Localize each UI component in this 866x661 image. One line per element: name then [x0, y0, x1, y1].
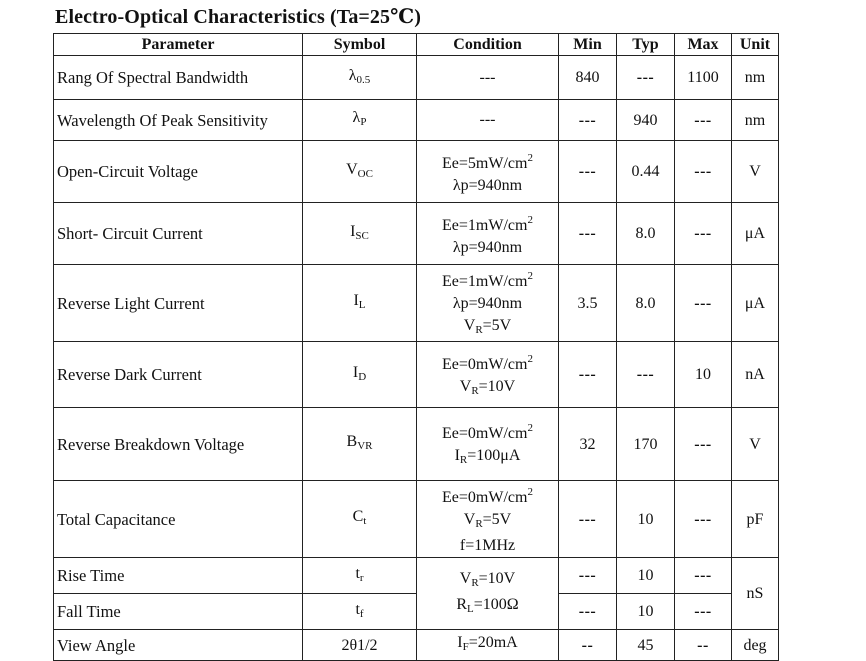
header-row	[54, 34, 779, 56]
min-cell: ---	[559, 203, 617, 265]
condition-line: $V_R=10V$	[459, 569, 516, 589]
min-cell: 840	[559, 56, 617, 100]
symbol-cell: $B_{VR}$	[303, 408, 417, 481]
condition-line: $Ee=5mW/cm^2$	[442, 151, 533, 172]
condition-line: $V_R=5V$	[463, 511, 512, 530]
typ-cell: 0.44	[617, 141, 675, 203]
condition-cell	[417, 481, 559, 558]
condition-cell	[417, 100, 559, 141]
max-cell: ---	[675, 594, 732, 630]
table-row	[54, 630, 779, 661]
min-cell: ---	[559, 141, 617, 203]
condition-cell	[417, 265, 559, 342]
table-row	[54, 408, 779, 481]
max-cell: ---	[675, 203, 732, 265]
symbol-cell: $C_t$	[303, 481, 417, 558]
typ-cell: 8.0	[617, 265, 675, 342]
min-cell: --	[559, 630, 617, 661]
symbol-cell: 2θ1/2	[303, 630, 417, 661]
min-cell: ---	[559, 594, 617, 630]
symbol-cell: $t_f$	[303, 594, 417, 630]
condition-line: $Ee=0mW/cm^2$	[442, 352, 533, 373]
parameter-cell: Rise Time	[54, 558, 303, 594]
condition-cell	[417, 408, 559, 481]
unit-cell: deg	[732, 630, 779, 661]
typ-cell: 940	[617, 100, 675, 141]
condition-line: λp=940nm	[452, 295, 523, 312]
typ-cell: ---	[617, 56, 675, 100]
max-cell: ---	[675, 481, 732, 558]
header-typ: Typ	[617, 34, 675, 56]
condition-line: ---	[479, 111, 496, 128]
table-row	[54, 594, 779, 630]
unit-cell: V	[732, 408, 779, 481]
condition-line: λp=940nm	[452, 238, 523, 256]
condition-line: $I_R=100\mu A$	[454, 447, 521, 466]
unit-cell: V	[732, 141, 779, 203]
typ-cell: 10	[617, 558, 675, 594]
parameter-cell: Rang Of Spectral Bandwidth	[54, 56, 303, 100]
symbol-cell: $\lambda_P$	[303, 100, 417, 141]
symbol-cell: $I_L$	[303, 265, 417, 342]
max-cell: ---	[675, 558, 732, 594]
header-max: Max	[675, 34, 732, 56]
switching-condition-cell	[417, 558, 559, 630]
typ-cell: ---	[617, 342, 675, 408]
min-cell: ---	[559, 342, 617, 408]
min-cell: ---	[559, 100, 617, 141]
condition-line: $Ee=1mW/cm^2$	[442, 213, 533, 234]
max-cell: --	[675, 630, 732, 661]
parameter-cell: View Angle	[54, 630, 303, 661]
table-row	[54, 141, 779, 203]
unit-cell: nA	[732, 342, 779, 408]
table-row	[54, 558, 779, 594]
max-cell: 10	[675, 342, 732, 408]
max-cell: ---	[675, 100, 732, 141]
typ-cell: 8.0	[617, 203, 675, 265]
switching-unit-cell: nS	[732, 558, 779, 630]
parameter-cell: Reverse Light Current	[54, 265, 303, 342]
parameter-cell: Total Capacitance	[54, 481, 303, 558]
header-parameter: Parameter	[54, 34, 303, 56]
header-condition: Condition	[417, 34, 559, 56]
table-title: Electro-Optical Characteristics (Ta=25℃)	[55, 6, 421, 28]
condition-line: λp=940nm	[452, 176, 523, 194]
min-cell: 3.5	[559, 265, 617, 342]
table-row	[54, 481, 779, 558]
table-row	[54, 265, 779, 342]
condition-line: $Ee=0mW/cm^2$	[442, 422, 533, 442]
parameter-cell: Fall Time	[54, 594, 303, 630]
condition-cell	[417, 56, 559, 100]
parameter-cell: Wavelength Of Peak Sensitivity	[54, 100, 303, 141]
table-row	[54, 100, 779, 141]
condition-line: $V_R=5V$	[463, 317, 512, 336]
condition-line: $R_L=100\Omega$	[456, 595, 519, 615]
unit-cell: μA	[732, 203, 779, 265]
header-min: Min	[559, 34, 617, 56]
typ-cell: 10	[617, 481, 675, 558]
parameter-cell: Open-Circuit Voltage	[54, 141, 303, 203]
condition-line: $Ee=1mW/cm^2$	[442, 270, 533, 290]
unit-cell: pF	[732, 481, 779, 558]
unit-cell: μA	[732, 265, 779, 342]
condition-line: $I_F=20mA$	[457, 634, 518, 653]
parameter-cell: Reverse Dark Current	[54, 342, 303, 408]
table-row	[54, 203, 779, 265]
symbol-cell: $I_{SC}$	[303, 203, 417, 265]
max-cell: ---	[675, 265, 732, 342]
max-cell: ---	[675, 141, 732, 203]
typ-cell: 45	[617, 630, 675, 661]
header-unit: Unit	[732, 34, 779, 56]
header-symbol: Symbol	[303, 34, 417, 56]
symbol-cell: $\lambda_{0.5}$	[303, 56, 417, 100]
min-cell: ---	[559, 558, 617, 594]
typ-cell: 170	[617, 408, 675, 481]
parameter-cell: Reverse Breakdown Voltage	[54, 408, 303, 481]
condition-line: ---	[479, 68, 496, 86]
condition-line: $Ee=0mW/cm^2$	[442, 486, 533, 506]
min-cell: ---	[559, 481, 617, 558]
condition-cell	[417, 141, 559, 203]
unit-cell: nm	[732, 56, 779, 100]
condition-cell	[417, 203, 559, 265]
condition-line: $V_R=10V$	[459, 377, 516, 397]
condition-cell	[417, 342, 559, 408]
table-row	[54, 56, 779, 100]
symbol-cell: $I_D$	[303, 342, 417, 408]
symbol-cell: $V_{OC}$	[303, 141, 417, 203]
characteristics-table	[53, 33, 779, 661]
max-cell: ---	[675, 408, 732, 481]
table-row	[54, 342, 779, 408]
condition-cell	[417, 630, 559, 661]
unit-cell: nm	[732, 100, 779, 141]
typ-cell: 10	[617, 594, 675, 630]
min-cell: 32	[559, 408, 617, 481]
parameter-cell: Short- Circuit Current	[54, 203, 303, 265]
symbol-cell: $t_r$	[303, 558, 417, 594]
condition-line: f=1MHz	[459, 537, 516, 554]
max-cell: 1100	[675, 56, 732, 100]
